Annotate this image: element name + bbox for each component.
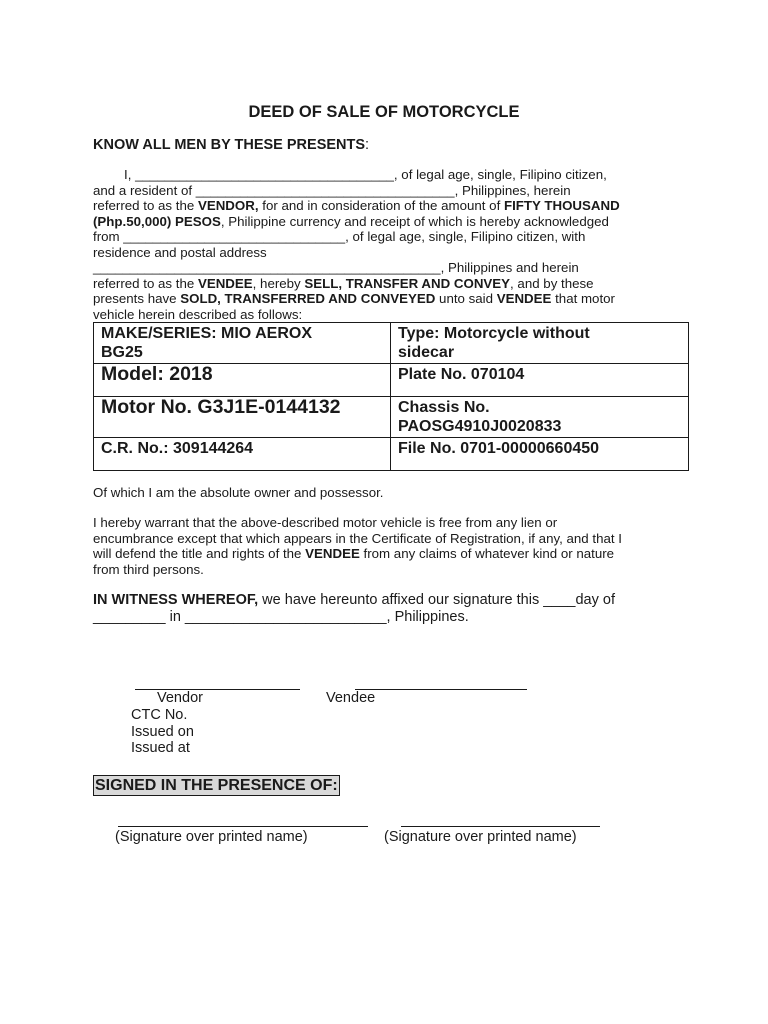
chassis-cell: [391, 397, 689, 438]
vendee-term: VENDEE: [305, 546, 360, 561]
plate-cell: Plate No. 070104: [391, 364, 689, 397]
issued-at-label: Issued at: [131, 740, 190, 756]
file-cell: File No. 0701-00000660450: [391, 438, 689, 471]
issued-on-label: Issued on: [131, 724, 194, 740]
witness-paragraph: [93, 592, 615, 626]
vendee-signature-line: [355, 689, 527, 690]
vehicle-details-table: [93, 322, 689, 471]
make-series-value: BG25: [101, 344, 143, 361]
warranty-line: I hereby warrant that the above-described motor vehicle is free from any lien or: [93, 515, 558, 530]
intro-text: that motor: [551, 291, 615, 306]
chassis-label: Chassis No.: [398, 399, 490, 416]
warranty-text: will defend the title and rights of the: [93, 546, 306, 561]
warranty-line: encumbrance except that which appears in the Certificate of Registration, if any, and that I: [93, 530, 622, 546]
table-row: [94, 397, 689, 438]
cr-cell: C.R. No.: 309144264: [94, 438, 391, 471]
intro-text: referred to as the: [93, 198, 198, 213]
witness-text: we have hereunto affixed our signature this ____day of: [258, 592, 615, 608]
warranty-line: [93, 546, 622, 562]
model-cell: Model: 2018: [94, 364, 391, 397]
warranty-paragraph: [93, 515, 622, 577]
warranty-text: from any claims of whatever kind or nature: [359, 546, 615, 561]
document-title: DEED OF SALE OF MOTORCYCLE: [248, 103, 520, 121]
intro-line: [93, 291, 663, 307]
witness-2-signature-line: [401, 826, 600, 827]
vendee-term: VENDEE: [197, 275, 253, 291]
make-series-label: MAKE/SERIES: MIO AEROX: [101, 325, 312, 342]
table-row: [94, 323, 689, 364]
motor-cell: Motor No. G3J1E-0144132: [94, 397, 391, 438]
intro-line: vehicle herein described as follows:: [93, 306, 303, 322]
witness-line: _________ in _________________________, Philippines.: [93, 609, 469, 625]
witness-2-caption: (Signature over printed name): [384, 829, 577, 845]
intro-text: , hereby: [252, 275, 305, 291]
intro-paragraph: [93, 167, 663, 322]
witness-1-caption: (Signature over printed name): [115, 829, 308, 845]
intro-line: [93, 214, 663, 230]
signed-presence-heading: SIGNED IN THE PRESENCE OF:: [95, 777, 338, 794]
vendee-term: VENDEE: [496, 291, 552, 306]
intro-text: , Philippine currency and receipt of which is hereby acknowledged: [220, 213, 609, 229]
intro-text: referred to as the: [93, 275, 198, 291]
make-series-cell: [94, 323, 391, 364]
amount-words: FIFTY THOUSAND: [503, 198, 620, 213]
intro-line: from ______________________________, of legal age, single, Filipino citizen, with: [93, 229, 586, 244]
chassis-value: PAOSG4910J0020833: [398, 418, 562, 435]
intro-line: and a resident of ___________________________________, Philippines, herein: [93, 182, 571, 198]
vendor-label: Vendor: [157, 690, 203, 706]
intro-line: [93, 276, 663, 292]
table-row: [94, 438, 689, 471]
sold-terms: SOLD, TRANSFERRED AND CONVEYED: [180, 291, 436, 306]
vendor-term: VENDOR,: [197, 198, 259, 213]
intro-line: _______________________________________________, Philippines and herein: [93, 260, 579, 275]
intro-text: unto said: [435, 291, 497, 306]
table-row: [94, 364, 689, 397]
sell-terms: SELL, TRANSFER AND CONVEY: [304, 275, 511, 291]
type-cell: [391, 323, 689, 364]
warranty-line: from third persons.: [93, 561, 204, 577]
intro-line: I, ___________________________________, of legal age, single, Filipino citizen,: [124, 167, 607, 182]
intro-text: , and by these: [510, 275, 594, 291]
intro-text: for and in consideration of the amount of: [258, 198, 504, 213]
know-all-text: KNOW ALL MEN BY THESE PRESENTS: [93, 137, 366, 153]
witness-1-signature-line: [118, 826, 368, 827]
know-all-colon: :: [365, 137, 370, 153]
intro-line: [93, 198, 663, 214]
type-value: sidecar: [398, 344, 455, 361]
vendee-label: Vendee: [326, 690, 376, 706]
type-label: Type: Motorcycle without: [398, 325, 590, 342]
witness-heading: IN WITNESS WHEREOF,: [93, 592, 259, 608]
know-all-heading: [93, 137, 369, 153]
witness-line: [93, 592, 615, 609]
ctc-label: CTC No.: [131, 707, 188, 723]
intro-text: presents have: [93, 291, 181, 306]
intro-line: residence and postal address: [93, 244, 267, 260]
ownership-statement: Of which I am the absolute owner and possessor.: [93, 485, 384, 500]
amount-figure: (Php.50,000) PESOS: [93, 213, 221, 229]
